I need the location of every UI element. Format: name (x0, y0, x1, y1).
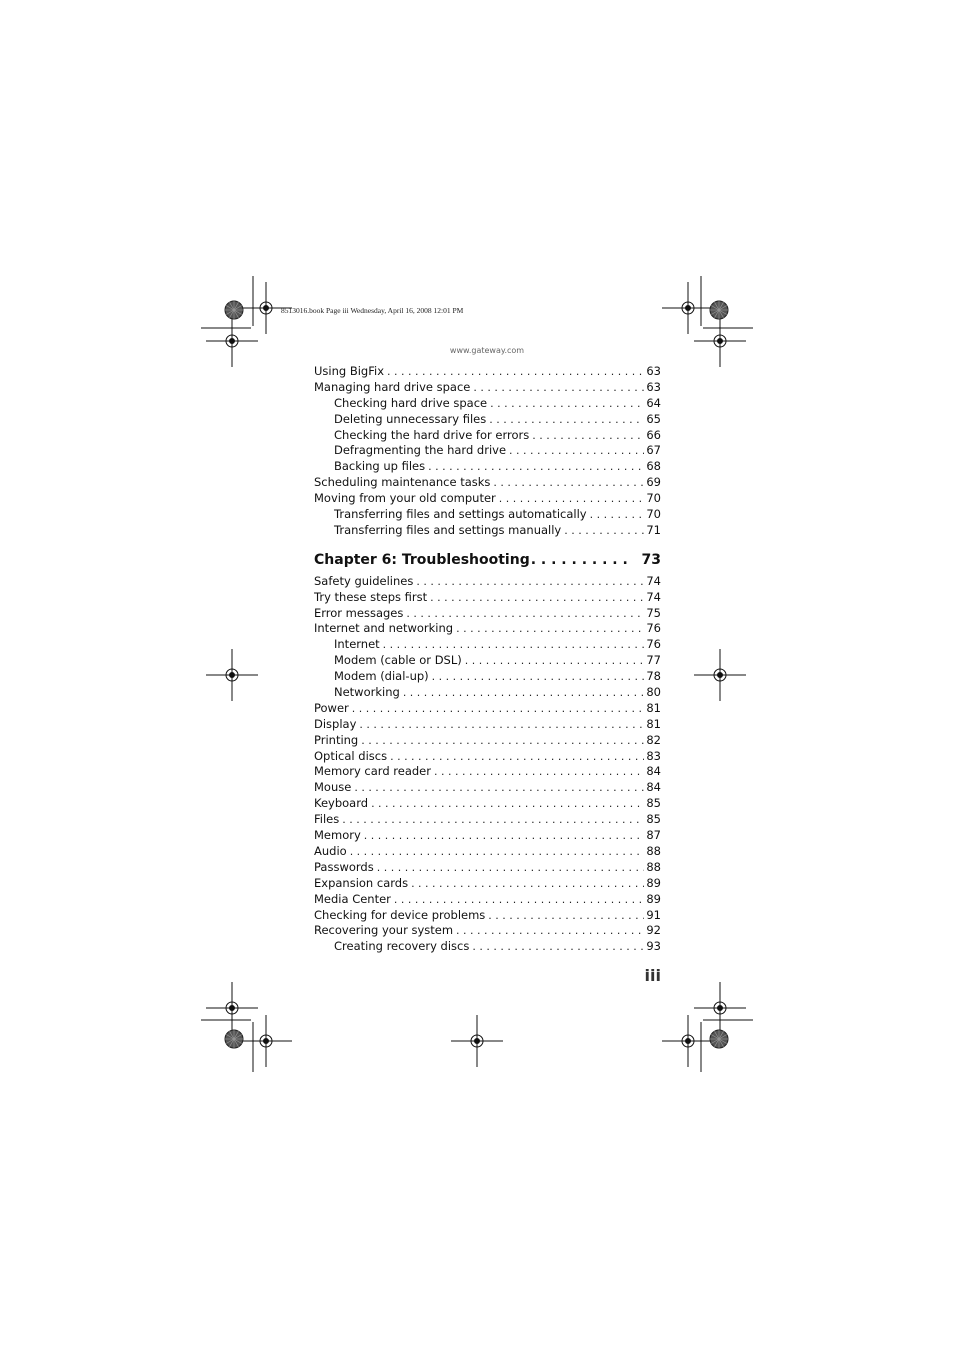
dot-leader (472, 939, 644, 955)
toc-entry-page: 80 (646, 685, 661, 700)
toc-entry-page: 69 (646, 475, 661, 490)
toc-entry-page: 64 (646, 395, 661, 410)
dot-leader (350, 844, 645, 860)
toc-entry-page: 66 (646, 427, 661, 442)
dot-leader (371, 796, 644, 812)
toc-entry-title: Internet and networking (314, 621, 454, 636)
toc-entry[interactable] (314, 669, 661, 685)
dot-leader (473, 380, 644, 396)
registration-mark-icon (662, 282, 714, 334)
toc-entry-title: Deleting unnecessary files (334, 411, 487, 426)
toc-entry[interactable] (314, 590, 661, 606)
toc-entry[interactable] (314, 939, 661, 955)
dot-leader (532, 428, 644, 444)
toc-section-before (314, 364, 661, 539)
dot-leader (488, 908, 644, 924)
toc-entry-page: 91 (646, 907, 661, 922)
toc-entry-title: Printing (314, 732, 359, 747)
website-header: www.gateway.com (449, 346, 525, 355)
toc-entry[interactable] (314, 459, 661, 475)
toc-entry[interactable] (314, 606, 661, 622)
toc-entry-page: 83 (646, 748, 661, 763)
toc-entry[interactable] (314, 380, 661, 396)
toc-entry-page: 88 (646, 843, 661, 858)
toc-entry[interactable] (314, 412, 661, 428)
toc-entry[interactable] (314, 844, 661, 860)
registration-mark-icon (240, 1015, 292, 1067)
toc-entry[interactable] (314, 764, 661, 780)
dot-leader (387, 364, 644, 380)
dot-leader (489, 412, 644, 428)
page-number: iii (644, 966, 661, 985)
toc-entry[interactable] (314, 908, 661, 924)
toc-entry[interactable] (314, 574, 661, 590)
dot-leader (403, 685, 645, 701)
toc-entry[interactable] (314, 717, 661, 733)
dot-leader (377, 860, 645, 876)
toc-entry[interactable] (314, 828, 661, 844)
color-target-icon (710, 301, 728, 319)
toc-entry-page: 63 (646, 364, 661, 378)
toc-entry-title: Recovering your system (314, 923, 454, 938)
color-target-icon (710, 1030, 728, 1048)
toc-entry-title: Keyboard (314, 796, 369, 811)
toc-entry[interactable] (314, 701, 661, 717)
dot-leader (432, 669, 645, 685)
chapter-heading[interactable] (314, 552, 661, 573)
toc-entry-title: Transferring files and settings manually (334, 522, 562, 537)
dot-leader (465, 653, 645, 669)
toc-entry[interactable] (314, 812, 661, 828)
toc-entry-title: Try these steps first (314, 589, 428, 604)
toc-entry-page: 85 (646, 796, 661, 811)
dot-leader (564, 523, 644, 539)
toc-entry-title: Expansion cards (314, 875, 409, 890)
chapter-title: Chapter 6: Troubleshooting (314, 551, 530, 568)
toc-entry[interactable] (314, 621, 661, 637)
toc-entry-page: 74 (646, 573, 661, 588)
toc-entry-page: 82 (646, 732, 661, 747)
toc-entry[interactable] (314, 396, 661, 412)
dot-leader (361, 733, 644, 749)
toc-entry-page: 67 (646, 443, 661, 458)
registration-mark-icon (694, 982, 746, 1034)
toc-entry-title: Memory (314, 828, 361, 843)
toc-entry[interactable] (314, 749, 661, 765)
dot-leader (394, 892, 644, 908)
dot-leader (383, 637, 645, 653)
toc-entry-page: 93 (646, 939, 661, 954)
toc-entry-title: Internet (334, 637, 380, 652)
toc-entry-title: Media Center (314, 891, 391, 906)
toc-entry-page: 74 (646, 589, 661, 604)
toc-entry[interactable] (314, 780, 661, 796)
toc-entry[interactable] (314, 637, 661, 653)
registration-mark-icon (206, 315, 258, 367)
dot-leader (434, 764, 644, 780)
toc-entry-title: Checking the hard drive for errors (334, 427, 530, 442)
toc-entry-title: Backing up files (334, 459, 426, 474)
toc-entry[interactable] (314, 685, 661, 701)
table-of-contents (314, 364, 661, 955)
toc-entry-title: Audio (314, 843, 347, 858)
color-target-icon (225, 301, 243, 319)
toc-entry-title: Scheduling maintenance tasks (314, 475, 491, 490)
dot-leader (490, 396, 644, 412)
dot-leader (342, 812, 644, 828)
dot-leader (531, 552, 634, 568)
dot-leader (364, 828, 645, 844)
toc-entry[interactable] (314, 428, 661, 444)
toc-entry[interactable] (314, 892, 661, 908)
toc-entry[interactable] (314, 796, 661, 812)
toc-entry-title: Optical discs (314, 748, 388, 763)
toc-entry-page: 70 (646, 491, 661, 506)
dot-leader (354, 780, 644, 796)
toc-entry-page: 78 (646, 669, 661, 684)
toc-entry[interactable] (314, 923, 661, 939)
toc-entry-page: 68 (646, 459, 661, 474)
dot-leader (428, 459, 644, 475)
dot-leader (411, 876, 644, 892)
toc-entry-page: 76 (646, 637, 661, 652)
toc-entry-title: Error messages (314, 605, 404, 620)
dot-leader (590, 507, 645, 523)
toc-entry-title: Safety guidelines (314, 573, 414, 588)
toc-entry-page: 81 (646, 700, 661, 715)
toc-section-after (314, 574, 661, 955)
dot-leader (456, 621, 644, 637)
toc-entry-title: Files (314, 812, 340, 827)
toc-entry[interactable] (314, 733, 661, 749)
registration-mark-icon (694, 649, 746, 701)
toc-entry[interactable] (314, 860, 661, 876)
toc-entry-page: 88 (646, 859, 661, 874)
toc-entry[interactable] (314, 876, 661, 892)
dot-leader (390, 749, 644, 765)
registration-mark-icon (206, 982, 258, 1034)
toc-entry-page: 84 (646, 780, 661, 795)
toc-entry-page: 92 (646, 923, 661, 938)
toc-entry[interactable] (314, 443, 661, 459)
print-slug: 8513016.book Page iii Wednesday, April 16, 2008 12:01 PM (281, 306, 464, 315)
toc-entry-page: 81 (646, 716, 661, 731)
toc-entry-title: Using BigFix (314, 364, 385, 378)
toc-entry-title: Managing hard drive space (314, 379, 471, 394)
toc-entry-page: 84 (646, 764, 661, 779)
toc-entry-title: Creating recovery discs (334, 939, 470, 954)
toc-entry-title: Moving from your old computer (314, 491, 496, 506)
toc-entry-title: Checking hard drive space (334, 395, 488, 410)
toc-entry-page: 65 (646, 411, 661, 426)
toc-entry-page: 89 (646, 891, 661, 906)
dot-leader (430, 590, 644, 606)
toc-entry-title: Passwords (314, 859, 374, 874)
toc-entry-title: Modem (dial-up) (334, 669, 429, 684)
toc-entry-page: 87 (646, 828, 661, 843)
toc-entry-page: 63 (646, 379, 661, 394)
toc-entry-title: Checking for device problems (314, 907, 486, 922)
dot-leader (406, 606, 644, 622)
registration-mark-icon (662, 1015, 714, 1067)
toc-entry[interactable] (314, 475, 661, 491)
chapter-page: 73 (641, 551, 661, 568)
toc-entry-page: 85 (646, 812, 661, 827)
registration-mark-icon (451, 1015, 503, 1067)
toc-entry-title: Modem (cable or DSL) (334, 653, 462, 668)
dot-leader (416, 574, 644, 590)
toc-entry-page: 77 (646, 653, 661, 668)
toc-entry-title: Transferring files and settings automatically (334, 507, 587, 522)
toc-entry-page: 76 (646, 621, 661, 636)
toc-entry-title: Defragmenting the hard drive (334, 443, 507, 458)
toc-entry-title: Networking (334, 685, 400, 700)
dot-leader (499, 491, 645, 507)
toc-entry-title: Mouse (314, 780, 352, 795)
toc-entry-title: Display (314, 716, 357, 731)
dot-leader (493, 475, 644, 491)
toc-entry-page: 70 (646, 507, 661, 522)
color-target-icon (225, 1030, 243, 1048)
dot-leader (456, 923, 644, 939)
toc-entry-title: Memory card reader (314, 764, 431, 779)
toc-entry-page: 75 (646, 605, 661, 620)
toc-entry[interactable] (314, 364, 661, 380)
toc-entry[interactable] (314, 491, 661, 507)
toc-entry-page: 71 (646, 522, 661, 537)
registration-mark-icon (694, 315, 746, 367)
toc-entry[interactable] (314, 653, 661, 669)
toc-entry-page: 89 (646, 875, 661, 890)
dot-leader (509, 443, 644, 459)
dot-leader (352, 701, 645, 717)
toc-entry[interactable] (314, 523, 661, 539)
dot-leader (359, 717, 644, 733)
registration-mark-icon (206, 649, 258, 701)
toc-entry[interactable] (314, 507, 661, 523)
toc-entry-title: Power (314, 700, 349, 715)
